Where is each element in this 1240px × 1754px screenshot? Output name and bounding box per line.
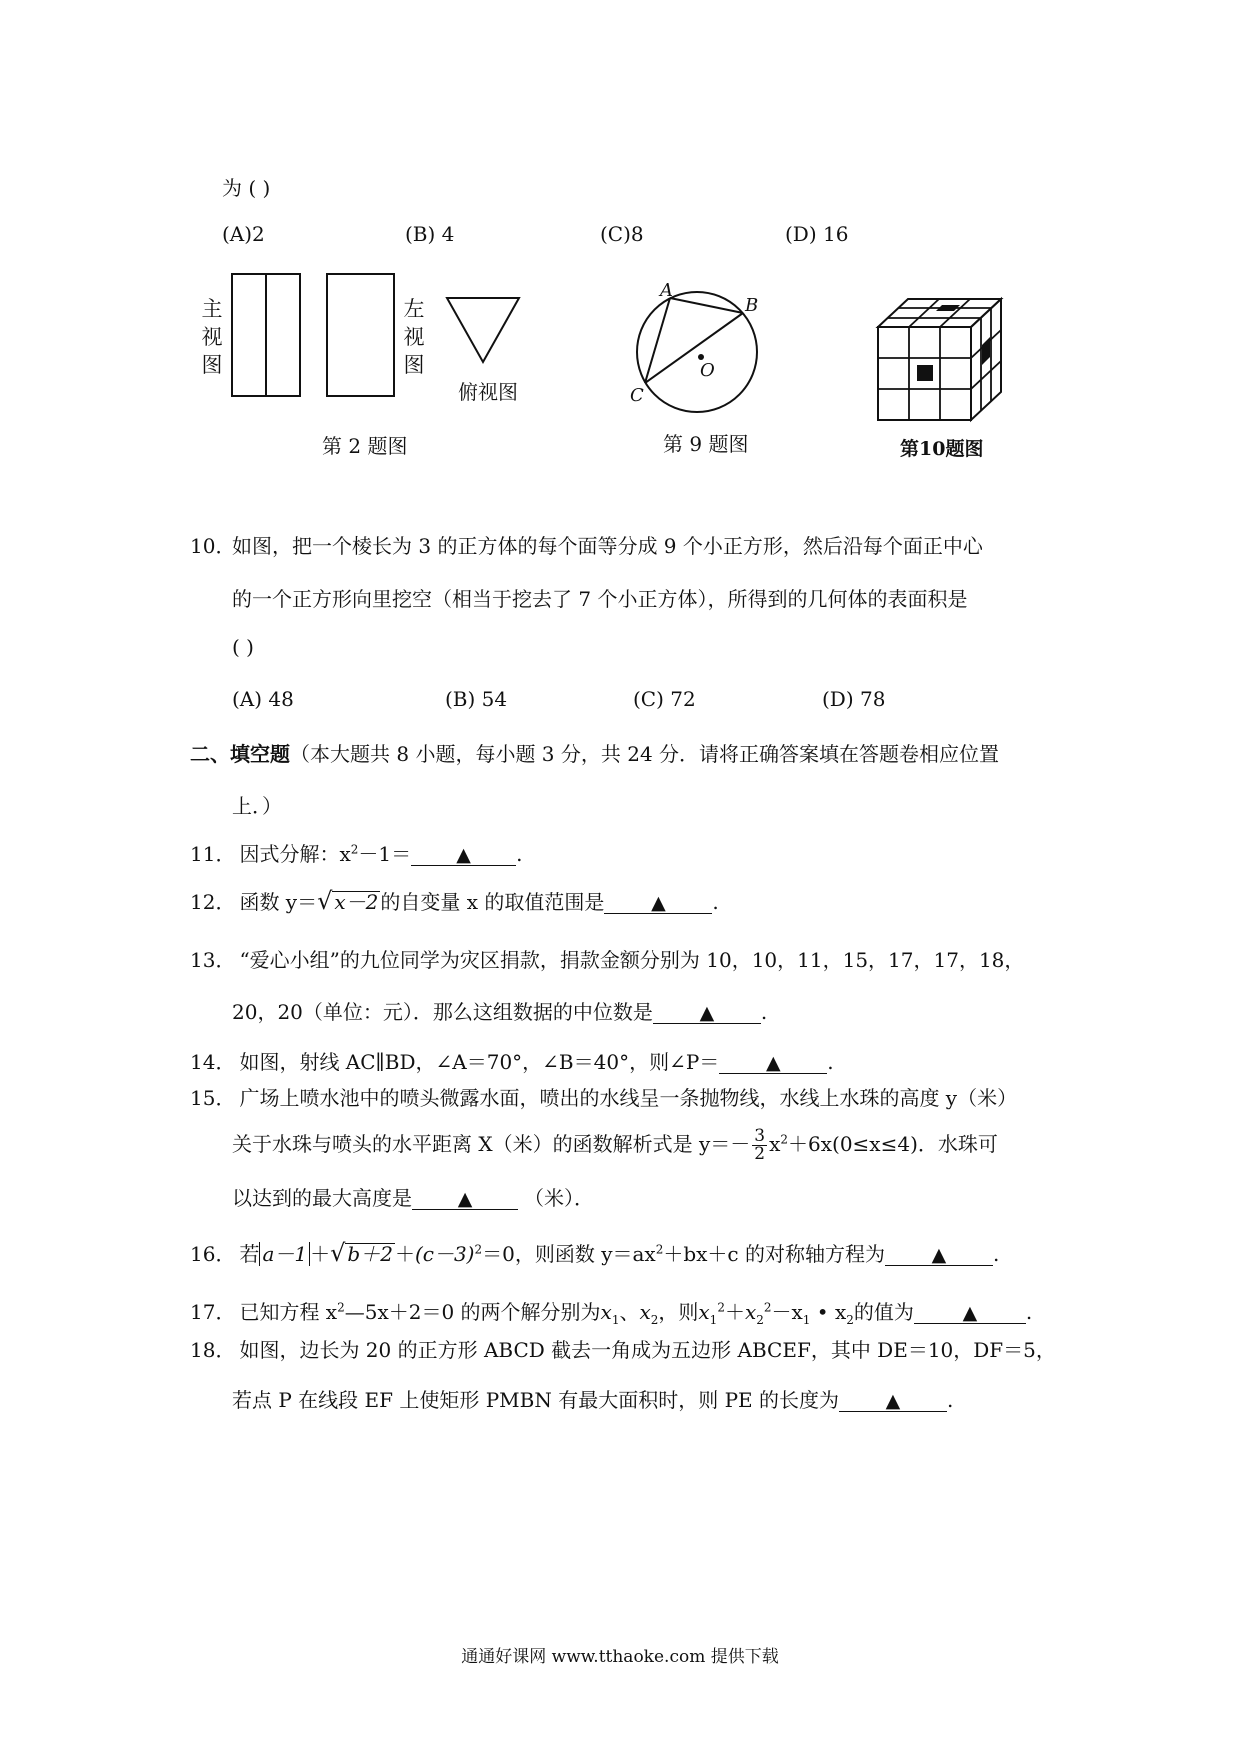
q13-line-2-row — [232, 996, 767, 1025]
three-views-drawing — [225, 270, 645, 400]
front-hollow — [917, 365, 933, 381]
chord-bc — [645, 313, 743, 383]
q14-number: 14． — [190, 1050, 236, 1074]
q10-line-3: ( ) — [232, 635, 254, 659]
q16-text-a: 若 — [239, 1242, 260, 1266]
q15-line-2-a: 关于水珠与喷头的水平距离 X（米）的函数解析式是 y＝－ — [232, 1132, 751, 1156]
q17-x1: x — [600, 1300, 612, 1324]
q15-answer-blank[interactable] — [412, 1188, 518, 1210]
left-view-label — [402, 295, 426, 379]
q17-text-b: —5x＋2＝0 的两个解分别为 — [344, 1300, 601, 1324]
q13-line-2: 20，20（单位：元）．那么这组数据的中位数是 — [232, 1000, 653, 1024]
q17-number: 17． — [190, 1300, 236, 1324]
q10-option-c: (C) 72 — [633, 687, 696, 711]
front-view-label — [200, 295, 224, 379]
q12-radicand: x－2 — [334, 890, 379, 914]
q17-x2-sub: 2 — [650, 1313, 659, 1327]
q18-line-2: 若点 P 在线段 EF 上使矩形 PMBN 有最大面积时，则 PE 的长度为 — [232, 1388, 839, 1412]
q17-minus: －x — [771, 1300, 803, 1324]
q9-stem-tail: 为 ( ) — [222, 176, 271, 200]
q17-answer-blank[interactable] — [914, 1302, 1026, 1324]
q10-line-2: 的一个正方形向里挖空（相当于挖去了 7 个小正方体），所得到的几何体的表面积是 — [232, 587, 968, 611]
q16-text-b: ＝0，则函数 y＝ax — [482, 1242, 656, 1266]
q17 — [190, 1296, 1032, 1327]
q13-line-1: “爱心小组”的九位同学为灾区捐款，捐款金额分别为 10，10，11，15，17，17，18， — [239, 948, 1025, 972]
q15-line-2-c: ＋6x(0≤x≤4)．水珠可 — [788, 1132, 998, 1156]
q16-end: . — [992, 1242, 1000, 1266]
q11-number: 11． — [190, 842, 236, 866]
q12-blank-mark: ▲ — [651, 892, 666, 914]
q17-blank-mark: ▲ — [962, 1302, 978, 1324]
front-view-label-text: 主视图 — [201, 297, 223, 377]
q16-answer-blank[interactable] — [885, 1244, 993, 1266]
q10-option-d: (D) 78 — [822, 687, 886, 711]
q16-radicand: b＋2 — [347, 1242, 393, 1266]
q15-line-3-a: 以达到的最大高度是 — [232, 1186, 412, 1210]
chord-ab — [670, 298, 743, 313]
q18-blank-mark: ▲ — [885, 1390, 901, 1412]
section-2-description: （本大题共 8 小题，每小题 3 分，共 24 分．请将正确答案填在答题卷相应位置 — [290, 742, 1000, 766]
q15-line-3-b: （米）． — [524, 1186, 594, 1210]
section-2-heading: 二、填空题 — [190, 742, 290, 766]
q17-dot: • x — [810, 1300, 847, 1324]
q17-expr-x2-sup: 2 — [763, 1300, 772, 1315]
q16-abs-part: a－1 — [259, 1242, 310, 1266]
q14 — [190, 1046, 834, 1075]
q15-line-2-sup: 2 — [780, 1132, 789, 1147]
q15-line-2-row — [232, 1128, 998, 1163]
q15-frac-den: 2 — [754, 1144, 766, 1164]
q17-sep: 、 — [619, 1300, 640, 1324]
q14-blank-mark: ▲ — [765, 1052, 781, 1074]
q12-number: 12． — [190, 890, 236, 914]
q10-number: 10． — [190, 534, 236, 558]
q15-fraction — [752, 1128, 767, 1163]
q12-answer-blank[interactable] — [604, 892, 712, 914]
q13-line-1-row — [190, 944, 1024, 973]
q10-option-b: (B) 54 — [445, 687, 508, 711]
q17-m1-sub: 1 — [802, 1313, 811, 1327]
q16-paren: (c－3) — [414, 1242, 475, 1266]
q9-option-a: (A)2 — [222, 222, 265, 246]
left-view-rect — [327, 274, 394, 396]
point-o-label: O — [700, 360, 715, 381]
top-view-triangle — [447, 298, 519, 362]
q18-number: 18． — [190, 1338, 236, 1362]
page-footer: 通通好课网 www.tthaoke.com 提供下载 — [461, 1647, 779, 1667]
q18-answer-blank[interactable] — [839, 1390, 947, 1412]
q16-plus-2: ＋ — [394, 1242, 415, 1266]
q17-expr-x1-sup: 2 — [717, 1300, 725, 1315]
q17-x2: x — [639, 1300, 651, 1324]
q17-sup: 2 — [337, 1300, 345, 1315]
q17-end: . — [1025, 1300, 1033, 1324]
q14-answer-blank[interactable] — [719, 1052, 827, 1074]
section-2-description-cont: 上．） — [232, 794, 282, 818]
q16-sup: 2 — [474, 1242, 483, 1257]
q16-plus-1: ＋ — [310, 1242, 331, 1266]
q15-number: 15． — [190, 1086, 236, 1110]
q15-line-2-b: x — [769, 1132, 781, 1156]
q11-answer-blank[interactable] — [411, 844, 516, 866]
q9-option-b: (B) 4 — [405, 222, 455, 246]
figure-9-caption: 第 9 题图 — [663, 432, 749, 456]
point-c-label: C — [630, 385, 644, 406]
q10-option-a: (A) 48 — [232, 687, 294, 711]
cube-drawing — [870, 295, 1010, 430]
q16-text-c: ＋bx＋c 的对称轴方程为 — [663, 1242, 885, 1266]
q17-text-c: ，则 — [658, 1300, 699, 1324]
top-hollow — [936, 305, 960, 311]
q16-blank-mark: ▲ — [931, 1244, 947, 1266]
q14-end: . — [827, 1050, 834, 1074]
q10-line-1: 如图，把一个棱长为 3 的正方体的每个面等分成 9 个小正方形，然后沿每个面正中心 — [232, 534, 983, 558]
q9-option-c: (C)8 — [600, 222, 644, 246]
q17-x1-sub: 1 — [611, 1313, 620, 1327]
q12-text-a: 函数 y＝ — [239, 890, 318, 914]
figure-2-caption: 第 2 题图 — [322, 434, 408, 458]
q11-text-a: 因式分解：x — [239, 842, 351, 866]
q9-option-d: (D) 16 — [785, 222, 849, 246]
cube-top-face — [878, 299, 1001, 327]
q12-sqrt-sign: √ — [317, 887, 333, 915]
q17-m2-sub: 2 — [846, 1313, 854, 1327]
section-2-heading-line — [190, 738, 999, 767]
top-view-label: 俯视图 — [458, 380, 518, 404]
q13-answer-blank[interactable] — [653, 1002, 761, 1024]
q17-expr-x1: x — [698, 1300, 710, 1324]
q16-number: 16． — [190, 1242, 236, 1266]
q13-number: 13． — [190, 948, 236, 972]
q11-end: . — [516, 842, 523, 866]
figure-10-caption: 第10题图 — [900, 438, 984, 460]
q17-plus: ＋ — [724, 1300, 745, 1324]
q15-blank-mark: ▲ — [457, 1188, 473, 1210]
q17-expr-x2-sub: 2 — [756, 1313, 764, 1327]
q15-line-1: 广场上喷水池中的喷头微露水面，喷出的水线呈一条抛物线，水线上水珠的高度 y（米） — [239, 1086, 1018, 1110]
q16 — [190, 1238, 999, 1267]
q16-sup-2: 2 — [655, 1242, 664, 1257]
q12 — [190, 886, 719, 915]
point-b-label: B — [745, 295, 759, 316]
q11-blank-mark: ▲ — [456, 844, 471, 866]
point-a-label: A — [660, 280, 673, 301]
left-view-label-text: 左视图 — [403, 297, 425, 377]
q13-end: . — [760, 1000, 768, 1024]
q17-text-a: 已知方程 x — [239, 1300, 338, 1324]
q17-expr-x2: x — [744, 1300, 757, 1324]
q11-text-b: －1＝ — [358, 842, 412, 866]
q18-end: . — [946, 1388, 954, 1412]
q18-line-2-row — [232, 1384, 953, 1413]
q18-line-1-row — [190, 1334, 1056, 1363]
q17-text-d: 的值为 — [853, 1300, 914, 1324]
q15-frac-num: 3 — [754, 1126, 766, 1146]
q12-end: . — [712, 890, 719, 914]
q12-text-b: 的自变量 x 的取值范围是 — [380, 890, 605, 914]
chord-ac — [645, 298, 670, 383]
q13-blank-mark: ▲ — [699, 1002, 715, 1024]
q15-line-3-row — [232, 1182, 594, 1211]
q14-text: 如图，射线 AC∥BD，∠A＝70°，∠B＝40°，则∠P＝ — [239, 1050, 720, 1074]
q11 — [190, 838, 522, 867]
q17-expr-x1-sub: 1 — [709, 1313, 718, 1327]
q15-line-1-row — [190, 1082, 1017, 1111]
q16-sqrt-sign: √ — [330, 1239, 346, 1267]
q18-line-1: 如图，边长为 20 的正方形 ABCD 截去一角成为五边形 ABCEF，其中 DE＝10，DF＝5， — [239, 1338, 1056, 1362]
q11-sup: 2 — [350, 842, 359, 857]
right-hollow — [982, 337, 990, 365]
